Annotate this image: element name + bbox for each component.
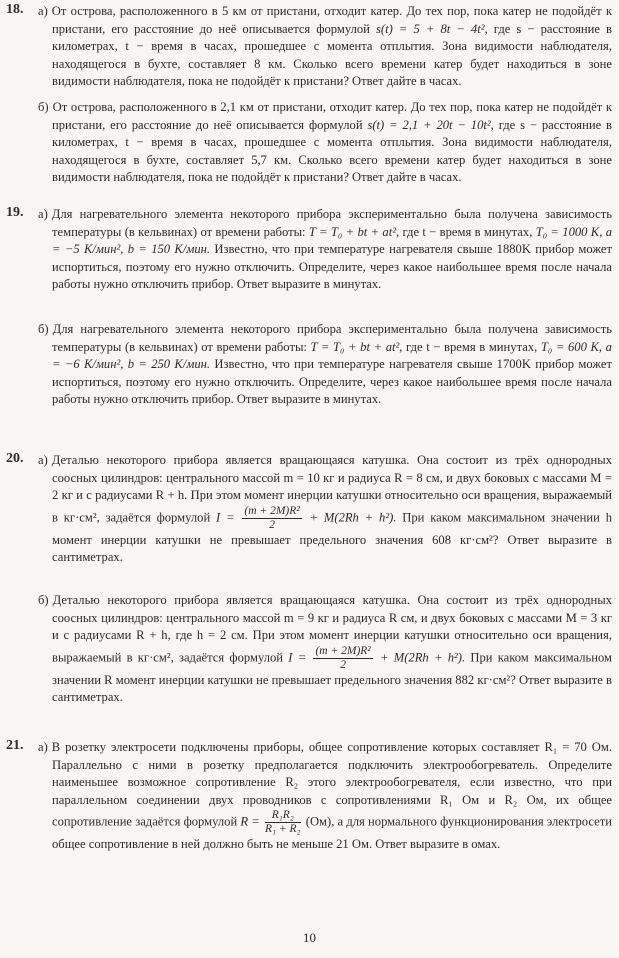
problem-21-number: 21. bbox=[6, 738, 24, 753]
problem-18-number: 18. bbox=[6, 2, 24, 17]
problem-19b: б) Для нагревательного элемента некоторого прибора экспериментально была получена зависимость температуры (в кельвинах) от времени работы: T = T₀ + bt + at², где t − время в минутах, T₀ = 600 K, a = −6 K/мин², b = 250 K/мин. Известно, что при температуре нагревателя свыше 1700K прибор может испортиться, поэтому его нужно отключить. Определите, через какое наибольшее время после начала работы нужно отключить прибор. Ответ выразите в минутах. bbox=[38, 322, 612, 407]
part-label: а) bbox=[38, 740, 48, 754]
formula-fraction: $\frac{\text{(m + 2M)R²}}{2}$ bbox=[244, 504, 300, 531]
formula-fraction: $\frac{\text{(m + 2M)R²}}{2}$ bbox=[315, 644, 371, 671]
formula: T = T₀ + bt + at² bbox=[310, 339, 400, 354]
part-label: а) bbox=[38, 207, 48, 221]
formula-lhs: I = bbox=[288, 650, 307, 665]
problem-21a: а) В розетку электросети подключены приборы, общее сопротивление которых составляет R₁ = 70 Ом. Параллельно с ними в розетку предполагается подключить электрообогреватель. Определите наименьшее возможное сопротивление R₂ этого электрообогревателя, если известно, что при параллельном соединении двух проводников с сопротивлениями R₁ Ом и R₂ Ом, их общее сопротивление задаётся формулой R = $\frac{\text{R₁R₂}}{\text{R₁ + R₂}}$ (Ом), а для нормального функционирования электросети общее сопротивление в ней должно быть не меньше 21 Ом. Ответ выразите в омах. bbox=[38, 740, 612, 852]
formula: T = T₀ + bt + at² bbox=[308, 224, 396, 239]
problem-19a: а) Для нагревательного элемента некоторого прибора экспериментально была получена зависимость температуры (в кельвинах) от времени работы: T = T₀ + bt + at², где t − время в минутах, T₀ = 1000 K, a = −5 K/мин², b = 150 K/мин. Известно, что при температуре нагревателя свыше 1880K прибор может испортиться, поэтому его нужно отключить. Определите, через какое наибольшее время после начала работы нужно отключить прибор. Ответ выразите в минутах. bbox=[38, 207, 612, 292]
formula-fraction: $\frac{\text{R₁R₂}}{\text{R₁ + R₂}}$ bbox=[265, 809, 301, 836]
parameters: T₀ = 600 K, a = −6 K/мин², b = 250 K/мин. bbox=[52, 339, 612, 372]
formula: s(t) = 5 + 8t − 4t² bbox=[376, 21, 485, 36]
part-label: а) bbox=[38, 4, 48, 18]
page-number: 10 bbox=[303, 930, 316, 945]
formula-rhs: + M(2Rh + h²). bbox=[380, 650, 466, 665]
problem-19-number: 19. bbox=[6, 205, 24, 220]
part-label: б) bbox=[38, 593, 49, 607]
formula-lhs: R = bbox=[240, 814, 260, 829]
formula: s(t) = 2,1 + 20t − 10t² bbox=[367, 117, 491, 132]
problem-18a: а) От острова, расположенного в 5 км от пристани, отходит катер. До тех пор, пока катер не подойдёт к пристани, его расстояние до неё описывается формулой s(t) = 5 + 8t − 4t², где s − расстояние в километрах, t − время в часах, прошедшее с момента отплытия. Зона видимости наблюдателя, находящегося в бухте, составляет 8 км. Сколько всего времени катер будет находиться в зоне видимости наблюдателя, пока не подойдёт к пристани? Ответ дайте в часах. bbox=[38, 4, 612, 89]
problem-20-number: 20. bbox=[6, 451, 24, 466]
part-label: а) bbox=[38, 453, 48, 467]
problem-20a: а) Деталью некоторого прибора является вращающаяся катушка. Она состоит из трёх однородных соосных цилиндров: центрального массой m = 10 кг и радиуса R = 8 см, и двух боковых с массами M = 2 кг и с радиусами R + h. При этом момент инерции катушки относительно оси вращения, выражаемый в кг·см², задаётся формулой I = $\frac{\text{(m + 2M)R²}}{2}$ + M(2Rh + h²). При каком максимальном значении h момент инерции катушки не превышает предельного значения 608 кг·см²? Ответ выразите в сантиметрах. bbox=[38, 453, 612, 565]
formula-lhs: I = bbox=[216, 510, 235, 525]
part-label: б) bbox=[38, 322, 49, 336]
part-label: б) bbox=[38, 100, 49, 114]
problem-20b: б) Деталью некоторого прибора является вращающаяся катушка. Она состоит из трёх однородных соосных цилиндров: центрального массой m = 9 кг и радиуса R см, и двух боковых с массами M = 3 кг и с радиусами R + h, где h = 2 см. При этом момент инерции катушки относительно оси вращения, выражаемый в кг·см², задаётся формулой I = $\frac{\text{(m + 2M)R²}}{2}$ + M(2Rh + h²). При каком максимальном значении R момент инерции катушки не превышает предельного значения 882 кг·см²? Ответ выразите в сантиметрах. bbox=[38, 593, 613, 705]
parameters: T₀ = 1000 K, a = −5 K/мин², b = 150 K/мин. bbox=[52, 224, 612, 257]
formula-rhs: + M(2Rh + h²). bbox=[309, 510, 397, 525]
problem-18b: б) От острова, расположенного в 2,1 км от пристани, отходит катер. До тех пор, пока катер не подойдёт к пристани, его расстояние до неё описывается формулой s(t) = 2,1 + 20t − 10t², где s − расстояние в километрах, t − время в часах, прошедшее с момента отплытия. Зона видимости наблюдателя, находящегося в бухте, составляет 5,7 км. Сколько всего времени катер будет находиться в зоне видимости наблюдателя, пока не подойдёт к пристани? Ответ дайте в часах. bbox=[38, 100, 612, 185]
